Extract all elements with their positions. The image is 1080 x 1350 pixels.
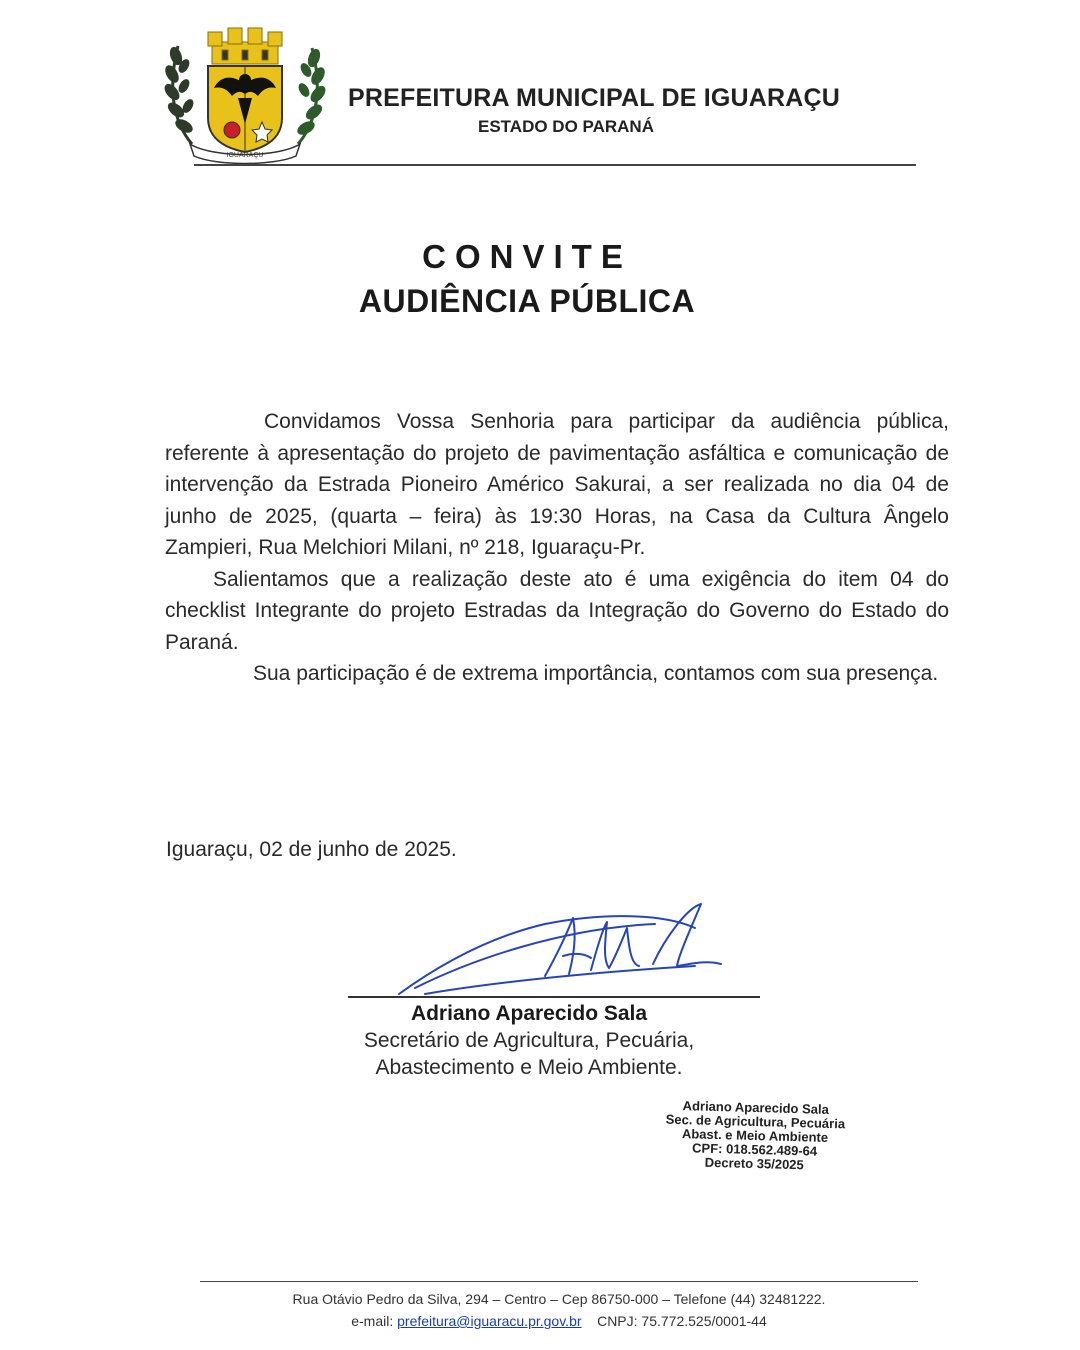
mural-crown-icon: [208, 28, 282, 64]
official-stamp: [639, 1098, 871, 1174]
stamp-cpf: CPF: 018.562.489-64: [691, 1140, 818, 1159]
stamp-role-1: Sec. de Agricultura, Pecuária: [665, 1111, 846, 1132]
body-paragraph-invitation: Convidamos Vossa Senhoria para participar da audiência pública, referente à apresentação do projeto de pavimentação asfáltica e comunicação de intervenção da Estrada Pioneiro Américo Sakurai, a ser realizada no dia 04 de junho de 2025, (quarta – feira) às 19:30 Horas, na Casa da Cultura Ângelo Zampieri, Rua Melchiori Milani, nº 218, Iguaraçu-Pr.: [165, 410, 949, 559]
body-paragraph-requirement: Salientamos que a realização deste ato é uma exigência do item 04 do checklist Integrante do projeto Estradas da Integração do Governo do Estado do Paraná.: [165, 567, 949, 654]
org-state: ESTADO DO PARANÁ: [478, 117, 654, 136]
document-subtitle: AUDIÊNCIA PÚBLICA: [358, 283, 696, 319]
org-name: PREFEITURA MUNICIPAL DE IGUARAÇU: [348, 84, 841, 112]
footer-cnpj: CNPJ: 75.772.525/0001-44: [597, 1313, 767, 1329]
signer-role-line-1: Secretário de Agricultura, Pecuária,: [363, 1029, 695, 1052]
date-line: Iguaraçu, 02 de junho de 2025.: [166, 838, 457, 861]
footer-address: Rua Otávio Pedro da Silva, 294 – Centro – Cep 86750-000 – Telefone (44) 32481222.: [292, 1291, 826, 1307]
footer-divider: [200, 1281, 918, 1282]
municipal-coat-of-arms: [162, 26, 328, 166]
body-paragraph-closing: Sua participação é de extrema importância, contamos com sua presença.: [253, 662, 939, 685]
handwritten-signature: [395, 898, 725, 1002]
footer-email-link[interactable]: prefeitura@iguaracu.pr.gov.br: [397, 1313, 582, 1329]
footer-email-label: e-mail:: [351, 1313, 394, 1329]
signature-line: [348, 996, 760, 998]
stamp-name: Adriano Aparecido Sala: [682, 1098, 829, 1117]
footer-contact: [0, 1313, 1080, 1329]
signer-role-line-2: Abastecimento e Meio Ambiente.: [375, 1056, 683, 1079]
crest-ribbon-text: IGUARAÇU: [226, 152, 264, 159]
stamp-role-2: Abast. e Meio Ambiente: [681, 1126, 829, 1145]
signer-name: Adriano Aparecido Sala: [410, 1002, 648, 1025]
red-fruit-icon: [224, 122, 240, 138]
header-divider: [194, 164, 916, 166]
stamp-decree: Decreto 35/2025: [704, 1154, 804, 1173]
letter-body: [165, 406, 949, 690]
document-title: CONVITE: [422, 238, 632, 275]
right-laurel-icon: [296, 48, 328, 144]
left-laurel-icon: [162, 46, 195, 144]
